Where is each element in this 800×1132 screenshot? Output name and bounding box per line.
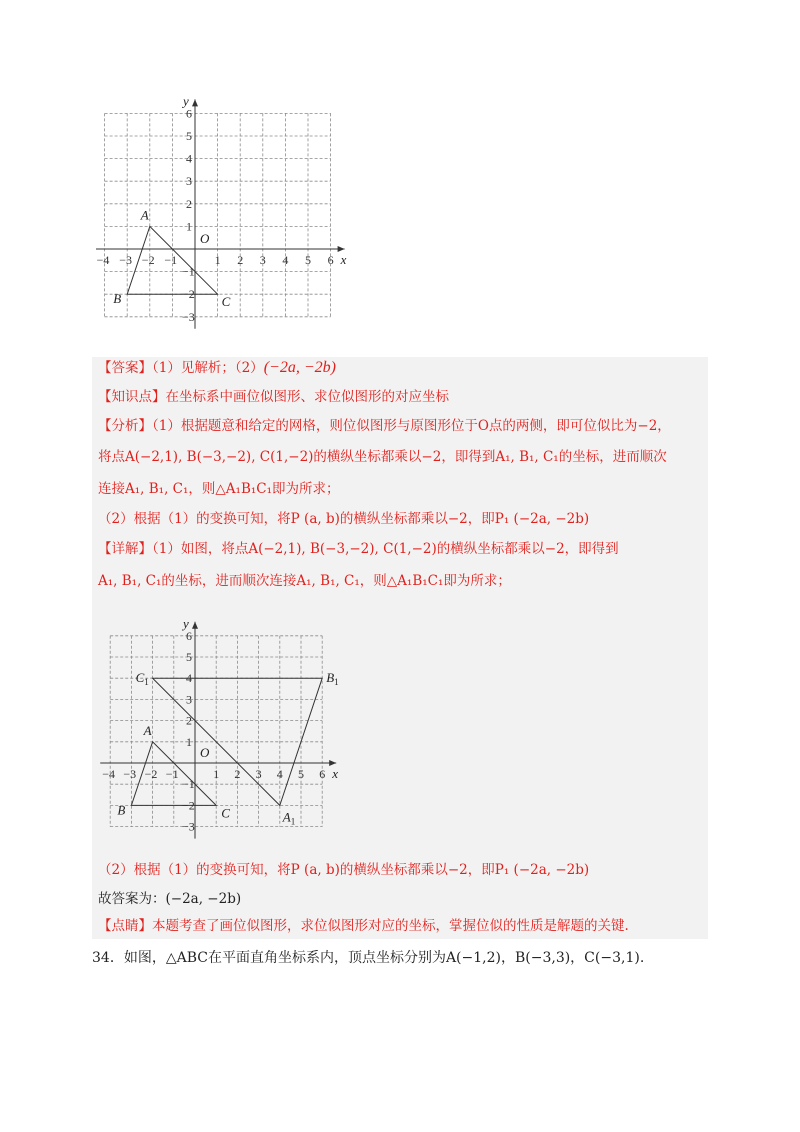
detail-line-2: A₁, B₁, C₁的坐标，进而顺次连接A₁, B₁, C₁，则△A₁B₁C₁即为所求；	[98, 573, 511, 589]
x-tick-label: 3	[259, 253, 266, 267]
analysis-line-3: 连接A₁, B₁, C₁，则△A₁B₁C₁即为所求；	[98, 481, 340, 497]
y-axis-arrow	[192, 99, 198, 106]
comment-line	[98, 916, 629, 936]
point-label-a: A	[143, 722, 152, 738]
point-label-c: C	[221, 294, 231, 310]
x-tick-label: −2	[141, 253, 155, 267]
analysis-text-1: （1）根据题意和给定的网格，则位似图形与原图形位于O点的两侧，即可位似比为−2，	[152, 418, 671, 434]
figure-1-coordinate-grid	[96, 92, 366, 332]
knowledge-text: 在坐标系中画位似图形、求位似图形的对应坐标	[165, 389, 449, 405]
point-label-c: C	[221, 805, 230, 821]
y-tick-label: 5	[186, 129, 192, 143]
origin-label: O	[200, 231, 210, 246]
x-tick-label: −2	[144, 767, 158, 781]
y-tick-label: 6	[186, 628, 192, 643]
figure-2-coordinate-grid	[96, 612, 356, 848]
knowledge-tag: 【知识点】	[98, 389, 166, 405]
y-tick-label: −1	[182, 777, 195, 792]
y-tick-label: −2	[182, 287, 195, 302]
y-axis-arrow	[192, 622, 198, 629]
y-tick-label: 4	[186, 151, 192, 166]
y-tick-label: 3	[186, 692, 192, 707]
point-label-b: B	[117, 802, 126, 818]
x-tick-label: 3	[255, 767, 262, 781]
detail-line-3: （2）根据（1）的变换可知，将P (a, b)的横纵坐标都乘以−2，即P₁ (−2a, −2b)	[98, 862, 590, 878]
x-tick-label: −3	[119, 253, 132, 267]
figure-2-svg	[96, 612, 356, 848]
comment-tag: 【点睛】	[98, 918, 152, 934]
detail-tag: 【详解】	[98, 541, 152, 557]
point-label-a1: $A_1$	[282, 809, 296, 827]
answer-text: （1）见解析；（2）	[152, 360, 264, 376]
answer-tag: 【答案】	[98, 360, 152, 376]
analysis-line-4: （2）根据（1）的变换可知，将P (a, b)的横纵坐标都乘以−2，即P₁ (−2a, −2b)	[98, 511, 590, 527]
x-tick-label: 2	[237, 253, 244, 267]
y-tick-label: 2	[186, 713, 192, 728]
y-axis-label: y	[183, 615, 189, 631]
x-tick-label: −4	[102, 767, 115, 781]
x-tick-label: −1	[165, 767, 179, 781]
comment-text: 本题考查了画位似图形，求位似图形对应的坐标，掌握位似的性质是解题的关键.	[152, 918, 629, 934]
y-tick-label: 6	[186, 106, 192, 121]
answer-math: (−2a, −2b)	[263, 359, 336, 376]
x-tick-label: 6	[327, 253, 334, 267]
point-label-c1: $C_1$	[135, 670, 149, 688]
y-tick-label: 1	[186, 219, 192, 234]
x-tick-label: −3	[123, 767, 137, 781]
y-tick-label: −3	[182, 309, 195, 324]
question-34: 34．如图，△ABC在平面直角坐标系内，顶点坐标分别为A(−1,2)，B(−3,3)，C(−3,1).	[92, 950, 645, 966]
point-label-b1: $B_1$	[326, 670, 339, 688]
x-tick-label: 4	[276, 767, 283, 781]
x-tick-label: 5	[305, 253, 311, 267]
y-tick-label: −2	[182, 798, 195, 813]
x-tick-label: 1	[214, 253, 221, 267]
x-tick-label: 6	[319, 767, 326, 781]
x-tick-label: 1	[213, 767, 220, 781]
point-label-b: B	[113, 291, 122, 307]
x-tick-label: 2	[234, 767, 241, 781]
knowledge-line	[98, 387, 449, 407]
analysis-line-2: 将点A(−2,1), B(−3,−2), C(1,−2)的横纵坐标都乘以−2，即得到A₁, B₁, C₁的坐标，进而顺次	[98, 449, 667, 465]
y-tick-label: 1	[186, 734, 192, 749]
origin-label: O	[200, 745, 210, 760]
y-tick-label: 3	[186, 174, 192, 189]
point-label-a: A	[140, 207, 149, 223]
analysis-tag: 【分析】	[98, 418, 152, 434]
x-axis-label: x	[332, 766, 338, 781]
y-tick-label: −3	[182, 819, 195, 834]
detail-line-1	[98, 539, 619, 559]
figure-1-svg	[96, 92, 366, 332]
y-tick-label: 4	[186, 671, 192, 686]
answer-line	[98, 358, 336, 378]
analysis-line-1	[98, 416, 671, 436]
y-tick-label: 2	[186, 196, 192, 211]
y-axis-label: y	[183, 93, 189, 109]
detail-line-4: 故答案为：(−2a, −2b)	[98, 891, 242, 907]
x-tick-label: 5	[298, 767, 304, 781]
x-tick-label: −4	[96, 253, 110, 267]
y-tick-label: 5	[186, 650, 192, 664]
x-tick-label: −1	[164, 253, 178, 267]
detail-text-1: （1）如图，将点A(−2,1), B(−3,−2), C(1,−2)的横纵坐标都乘以−2，即得到	[152, 541, 619, 557]
x-axis-label: x	[340, 252, 347, 267]
y-tick-label: −1	[182, 264, 195, 279]
x-tick-label: 4	[282, 253, 289, 267]
